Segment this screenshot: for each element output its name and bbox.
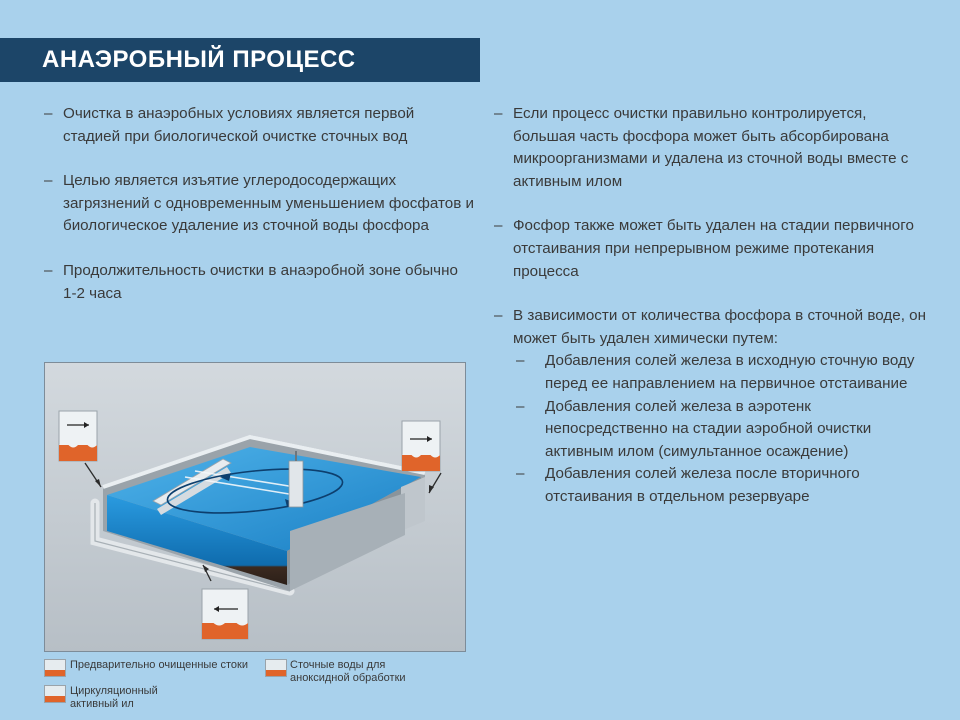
callout-anoxic (402, 421, 440, 471)
bullet-text: Целью является изъятие углеродосодержащих загрязнений с одновременным уменьшением фосфатов и биологическое удаление из сточной воды фосфора (63, 172, 475, 235)
bullet-item (494, 305, 930, 350)
callout-circulating (202, 589, 248, 639)
dash-marker: – (516, 397, 525, 415)
dash-marker: – (494, 217, 503, 235)
dash-marker: – (44, 172, 53, 190)
callout-pretreated (59, 411, 97, 461)
wave-swatch-icon (44, 659, 66, 677)
dash-marker: – (494, 105, 503, 122)
legend-circulating-sludge: Циркуляционный активный ил (70, 685, 158, 710)
sub-bullet-item (494, 350, 930, 395)
bullet-text: Продолжительность очистки в анаэробной зоне обычно 1-2 часа (63, 261, 458, 302)
sub-bullet-item (494, 463, 930, 508)
bullet-text: Если процесс очистки правильно контролируется, большая часть фосфора может быть абсорбирована микроорганизмами и удалена из сточной воды вместе с активным илом (513, 105, 909, 190)
bullet-item (44, 260, 474, 305)
legend-anoxic-wastewater: Сточные воды для аноксидной обработки (290, 659, 406, 684)
bullet-item (494, 215, 930, 283)
dash-marker: – (516, 352, 525, 370)
dash-marker: – (516, 465, 525, 483)
sub-bullet-item (494, 396, 930, 464)
left-column (44, 103, 474, 305)
tank-diagram (44, 362, 466, 652)
bullet-text: Очистка в анаэробных условиях является первой стадией при биологической очистке сточных вод (63, 105, 415, 145)
bullet-item (494, 103, 930, 193)
page-title: АНАЭРОБНЫЙ ПРОЦЕСС (42, 46, 356, 73)
bullet-text: В зависимости от количества фосфора в сточной воде, он может быть удален химически путем: (513, 307, 926, 347)
sub-bullet-text: Добавления солей железа в аэротенк непосредственно на стадии аэробной очистки активным илом (симультанное осаждение) (545, 397, 872, 460)
dash-marker: – (44, 261, 53, 279)
mixer (289, 461, 303, 507)
tank-illustration (45, 363, 465, 651)
legend-pretreated: Предварительно очищенные стоки (70, 659, 248, 671)
dash-marker: – (494, 307, 503, 325)
bullet-text: Фосфор также может быть удален на стадии первичного отстаивания при непрерывном режиме протекания процесса (513, 217, 914, 280)
title-bar (0, 38, 480, 82)
bullet-item (44, 103, 474, 148)
right-column (494, 103, 930, 509)
wave-swatch-icon (44, 685, 66, 703)
wave-swatch-icon (265, 659, 287, 677)
bullet-item (44, 170, 474, 238)
sub-bullet-text: Добавления солей железа в исходную сточную воду перед ее направлением на первичное отстаивание (545, 352, 915, 392)
dash-marker: – (44, 105, 53, 122)
sub-bullet-text: Добавления солей железа после вторичного отстаивания в отдельном резервуаре (545, 465, 860, 505)
